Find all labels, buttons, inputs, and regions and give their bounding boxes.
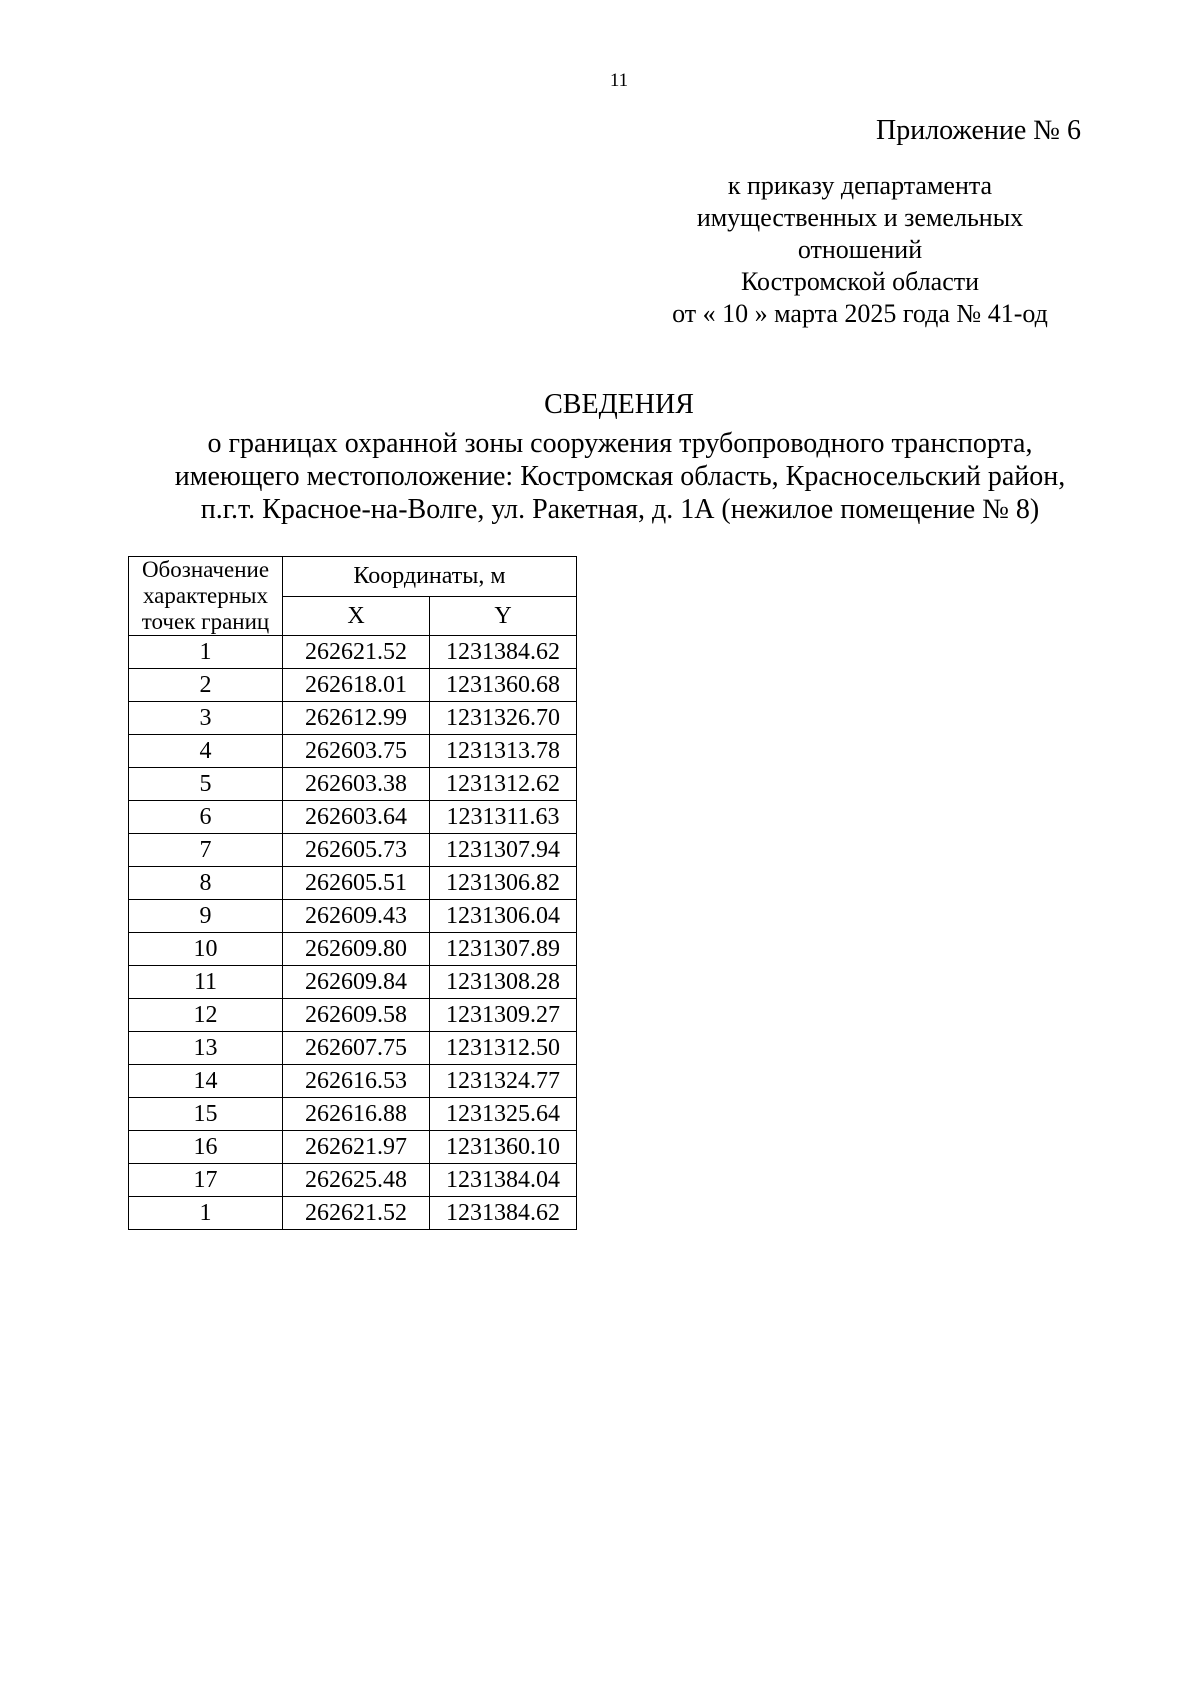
subtitle-line: п.г.т. Красное-на-Волге, ул. Ракетная, д. 1А (нежилое помещение № 8) xyxy=(200,494,1040,525)
x-coordinate-cell: 262616.53 xyxy=(283,1065,430,1098)
x-coordinate-cell: 262603.64 xyxy=(283,801,430,834)
x-coordinate-cell: 262603.75 xyxy=(283,735,430,768)
header-coordinates: Координаты, м xyxy=(283,557,577,597)
x-coordinate-cell: 262605.51 xyxy=(283,867,430,900)
x-coordinate-cell: 262603.38 xyxy=(283,768,430,801)
point-cell: 15 xyxy=(129,1098,283,1131)
point-cell: 2 xyxy=(129,669,283,702)
table-row xyxy=(129,900,577,933)
table-row xyxy=(129,1164,577,1197)
y-coordinate-cell: 1231311.63 xyxy=(430,801,577,834)
table-row xyxy=(129,1098,577,1131)
y-coordinate-cell: 1231384.62 xyxy=(430,1197,577,1230)
y-coordinate-cell: 1231384.04 xyxy=(430,1164,577,1197)
y-coordinate-cell: 1231308.28 xyxy=(430,966,577,999)
x-coordinate-cell: 262609.43 xyxy=(283,900,430,933)
table-row xyxy=(129,801,577,834)
table-row xyxy=(129,1131,577,1164)
table-row xyxy=(129,636,577,669)
header-y: Y xyxy=(430,596,577,636)
table-body xyxy=(129,636,577,1230)
table-row xyxy=(129,1065,577,1098)
y-coordinate-cell: 1231313.78 xyxy=(430,735,577,768)
y-coordinate-cell: 1231309.27 xyxy=(430,999,577,1032)
table-row xyxy=(129,735,577,768)
y-coordinate-cell: 1231306.82 xyxy=(430,867,577,900)
point-cell: 16 xyxy=(129,1131,283,1164)
point-cell: 1 xyxy=(129,636,283,669)
point-cell: 10 xyxy=(129,933,283,966)
y-coordinate-cell: 1231384.62 xyxy=(430,636,577,669)
point-cell: 6 xyxy=(129,801,283,834)
table-header-row xyxy=(129,557,577,597)
table-row xyxy=(129,933,577,966)
x-coordinate-cell: 262618.01 xyxy=(283,669,430,702)
x-coordinate-cell: 262605.73 xyxy=(283,834,430,867)
order-reference-line: к приказу департамента xyxy=(727,171,993,200)
y-coordinate-cell: 1231312.50 xyxy=(430,1032,577,1065)
x-coordinate-cell: 262621.52 xyxy=(283,1197,430,1230)
table-row xyxy=(129,1032,577,1065)
table-row xyxy=(129,966,577,999)
y-coordinate-cell: 1231360.68 xyxy=(430,669,577,702)
order-reference-line: отношений xyxy=(797,235,923,264)
header-x: X xyxy=(283,596,430,636)
appendix-title: Приложение № 6 xyxy=(876,115,1081,146)
table-row xyxy=(129,1197,577,1230)
point-cell: 14 xyxy=(129,1065,283,1098)
x-coordinate-cell: 262621.97 xyxy=(283,1131,430,1164)
point-cell: 1 xyxy=(129,1197,283,1230)
point-cell: 13 xyxy=(129,1032,283,1065)
point-cell: 11 xyxy=(129,966,283,999)
y-coordinate-cell: 1231307.89 xyxy=(430,933,577,966)
coordinates-table xyxy=(128,556,577,1230)
table-row xyxy=(129,867,577,900)
table-row xyxy=(129,999,577,1032)
point-cell: 7 xyxy=(129,834,283,867)
table-row xyxy=(129,768,577,801)
point-cell: 9 xyxy=(129,900,283,933)
point-cell: 3 xyxy=(129,702,283,735)
x-coordinate-cell: 262612.99 xyxy=(283,702,430,735)
x-coordinate-cell: 262609.80 xyxy=(283,933,430,966)
x-coordinate-cell: 262609.58 xyxy=(283,999,430,1032)
y-coordinate-cell: 1231312.62 xyxy=(430,768,577,801)
point-cell: 4 xyxy=(129,735,283,768)
page-number: 11 xyxy=(609,70,629,91)
y-coordinate-cell: 1231360.10 xyxy=(430,1131,577,1164)
subtitle-line: о границах охранной зоны сооружения трубопроводного транспорта, xyxy=(207,428,1033,459)
x-coordinate-cell: 262616.88 xyxy=(283,1098,430,1131)
y-coordinate-cell: 1231306.04 xyxy=(430,900,577,933)
subtitle-line: имеющего местоположение: Костромская область, Красносельский район, xyxy=(174,461,1066,492)
table-row xyxy=(129,702,577,735)
x-coordinate-cell: 262609.84 xyxy=(283,966,430,999)
point-cell: 8 xyxy=(129,867,283,900)
point-cell: 5 xyxy=(129,768,283,801)
x-coordinate-cell: 262621.52 xyxy=(283,636,430,669)
order-reference-line: Костромской области xyxy=(740,267,980,296)
document-subtitle xyxy=(100,427,1140,526)
point-cell: 12 xyxy=(129,999,283,1032)
point-cell: 17 xyxy=(129,1164,283,1197)
order-reference-line: имущественных и земельных xyxy=(696,203,1024,232)
y-coordinate-cell: 1231325.64 xyxy=(430,1098,577,1131)
header-point-designation: Обозначение характерных точек границ xyxy=(129,557,283,636)
y-coordinate-cell: 1231307.94 xyxy=(430,834,577,867)
order-reference-line: от « 10 » марта 2025 года № 41-од xyxy=(672,299,1048,328)
order-reference xyxy=(560,170,1160,330)
x-coordinate-cell: 262607.75 xyxy=(283,1032,430,1065)
y-coordinate-cell: 1231326.70 xyxy=(430,702,577,735)
x-coordinate-cell: 262625.48 xyxy=(283,1164,430,1197)
table-row xyxy=(129,834,577,867)
document-heading: СВЕДЕНИЯ xyxy=(544,389,694,420)
y-coordinate-cell: 1231324.77 xyxy=(430,1065,577,1098)
table-row xyxy=(129,669,577,702)
